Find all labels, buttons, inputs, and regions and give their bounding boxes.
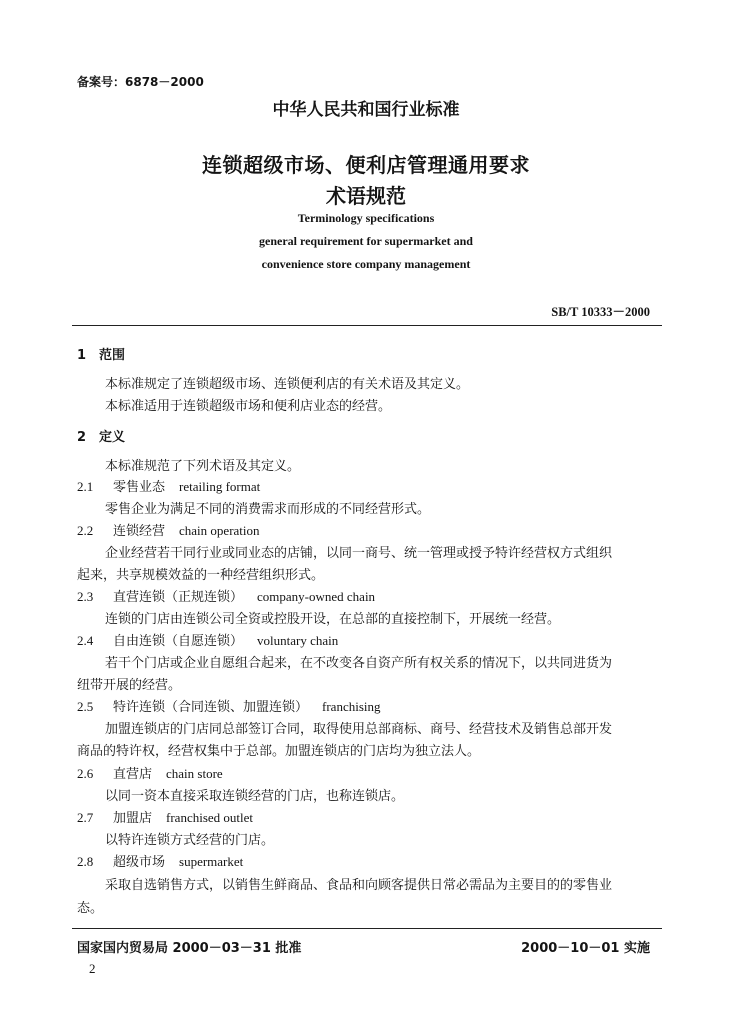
term-definition-continued: 态。: [77, 901, 104, 916]
scope-paragraph-1: 本标准规定了连锁超级市场、连锁便利店的有关术语及其定义。: [105, 377, 470, 392]
standard-code: SB/T 10333－2000: [551, 305, 650, 319]
term-english: retailing format: [179, 479, 261, 494]
term-definition: 以同一资本直接采取连锁经营的门店，也称连锁店。: [105, 789, 405, 804]
english-title-line2: general requirement for supermarket and: [259, 234, 473, 248]
term-definition-continued: 起来，共享规模效益的一种经营组织形式。: [77, 568, 325, 583]
term-definition-continued: 纽带开展的经营。: [77, 678, 182, 693]
section-number: 2: [77, 430, 87, 445]
term-english: supermarket: [179, 854, 244, 869]
term-number: 2.2: [77, 523, 94, 538]
definitions-intro: 本标准规范了下列术语及其定义。: [105, 459, 301, 474]
term-number: 2.3: [77, 589, 94, 604]
term-chinese: 超级市场: [113, 855, 166, 870]
page-number: 2: [89, 961, 96, 976]
term-definition-continued: 商品的特许权，经营权集中于总部。加盟连锁店的门店均为独立法人。: [77, 744, 481, 759]
scope-paragraph-2: 本标准适用于连锁超级市场和便利店业态的经营。: [105, 399, 392, 414]
term-number: 2.4: [77, 633, 94, 648]
term-english: voluntary chain: [257, 633, 339, 648]
section-heading-definitions: [77, 426, 125, 445]
header-divider: [72, 325, 662, 326]
filing-number: 备案号：6878－2000: [77, 75, 204, 89]
term-definition: 连锁的门店由连锁公司全资或控股开设，在总部的直接控制下，开展统一经营。: [105, 612, 561, 627]
approval-date: 国家国内贸易局 2000－03－31 批准: [77, 941, 302, 956]
section-title: 定义: [99, 430, 126, 445]
term-english: franchising: [322, 699, 381, 714]
term-number: 2.7: [77, 810, 94, 825]
english-title-line1: Terminology specifications: [297, 211, 435, 225]
document-title-line2: 术语规范: [326, 184, 406, 208]
section-title: 范围: [99, 348, 126, 363]
footer-divider: [72, 928, 662, 929]
term-heading: [77, 696, 381, 715]
term-definition: 采取自选销售方式，以销售生鲜商品、食品和向顾客提供日常必需品为主要目的的零售业: [105, 878, 613, 893]
term-chinese: 直营连锁（正规连锁）: [113, 590, 244, 605]
term-chinese: 加盟店: [113, 811, 153, 826]
term-chinese: 自由连锁（自愿连锁）: [113, 634, 244, 649]
english-title-line3: convenience store company management: [261, 257, 471, 271]
term-chinese: 特许连锁（合同连锁、加盟连锁）: [113, 700, 309, 715]
term-definition: 企业经营若干同行业或同业态的店铺，以同一商号、统一管理或授予特许经营权方式组织: [105, 546, 613, 561]
term-chinese: 零售业态: [113, 480, 166, 495]
term-english: chain store: [166, 766, 223, 781]
term-english: company-owned chain: [257, 589, 376, 604]
section-heading-scope: [77, 344, 125, 363]
term-heading: [77, 851, 243, 870]
term-chinese: 连锁经营: [113, 524, 166, 539]
term-definition: 若干个门店或企业自愿组合起来，在不改变各自资产所有权关系的情况下，以共同进货为: [105, 656, 613, 671]
standard-category: 中华人民共和国行业标准: [272, 100, 460, 120]
term-chinese: 直营店: [113, 767, 153, 782]
term-number: 2.1: [77, 479, 94, 494]
term-english: franchised outlet: [166, 810, 254, 825]
term-english: chain operation: [179, 523, 260, 538]
term-heading: [77, 763, 223, 782]
term-heading: [77, 807, 253, 826]
term-number: 2.5: [77, 699, 94, 714]
term-definition: 加盟连锁店的门店同总部签订合同，取得使用总部商标、商号、经营技术及销售总部开发: [105, 722, 613, 737]
section-number: 1: [77, 348, 87, 363]
document-title-line1: 连锁超级市场、便利店管理通用要求: [202, 153, 530, 177]
term-heading: [77, 520, 260, 539]
term-heading: [77, 476, 260, 495]
term-heading: [77, 630, 338, 649]
term-number: 2.6: [77, 766, 94, 781]
term-number: 2.8: [77, 854, 94, 869]
term-heading: [77, 586, 375, 605]
term-definition: 以特许连锁方式经营的门店。: [105, 833, 275, 848]
implementation-date: 2000－10－01 实施: [521, 941, 650, 956]
term-definition: 零售企业为满足不同的消费需求而形成的不同经营形式。: [105, 502, 431, 517]
